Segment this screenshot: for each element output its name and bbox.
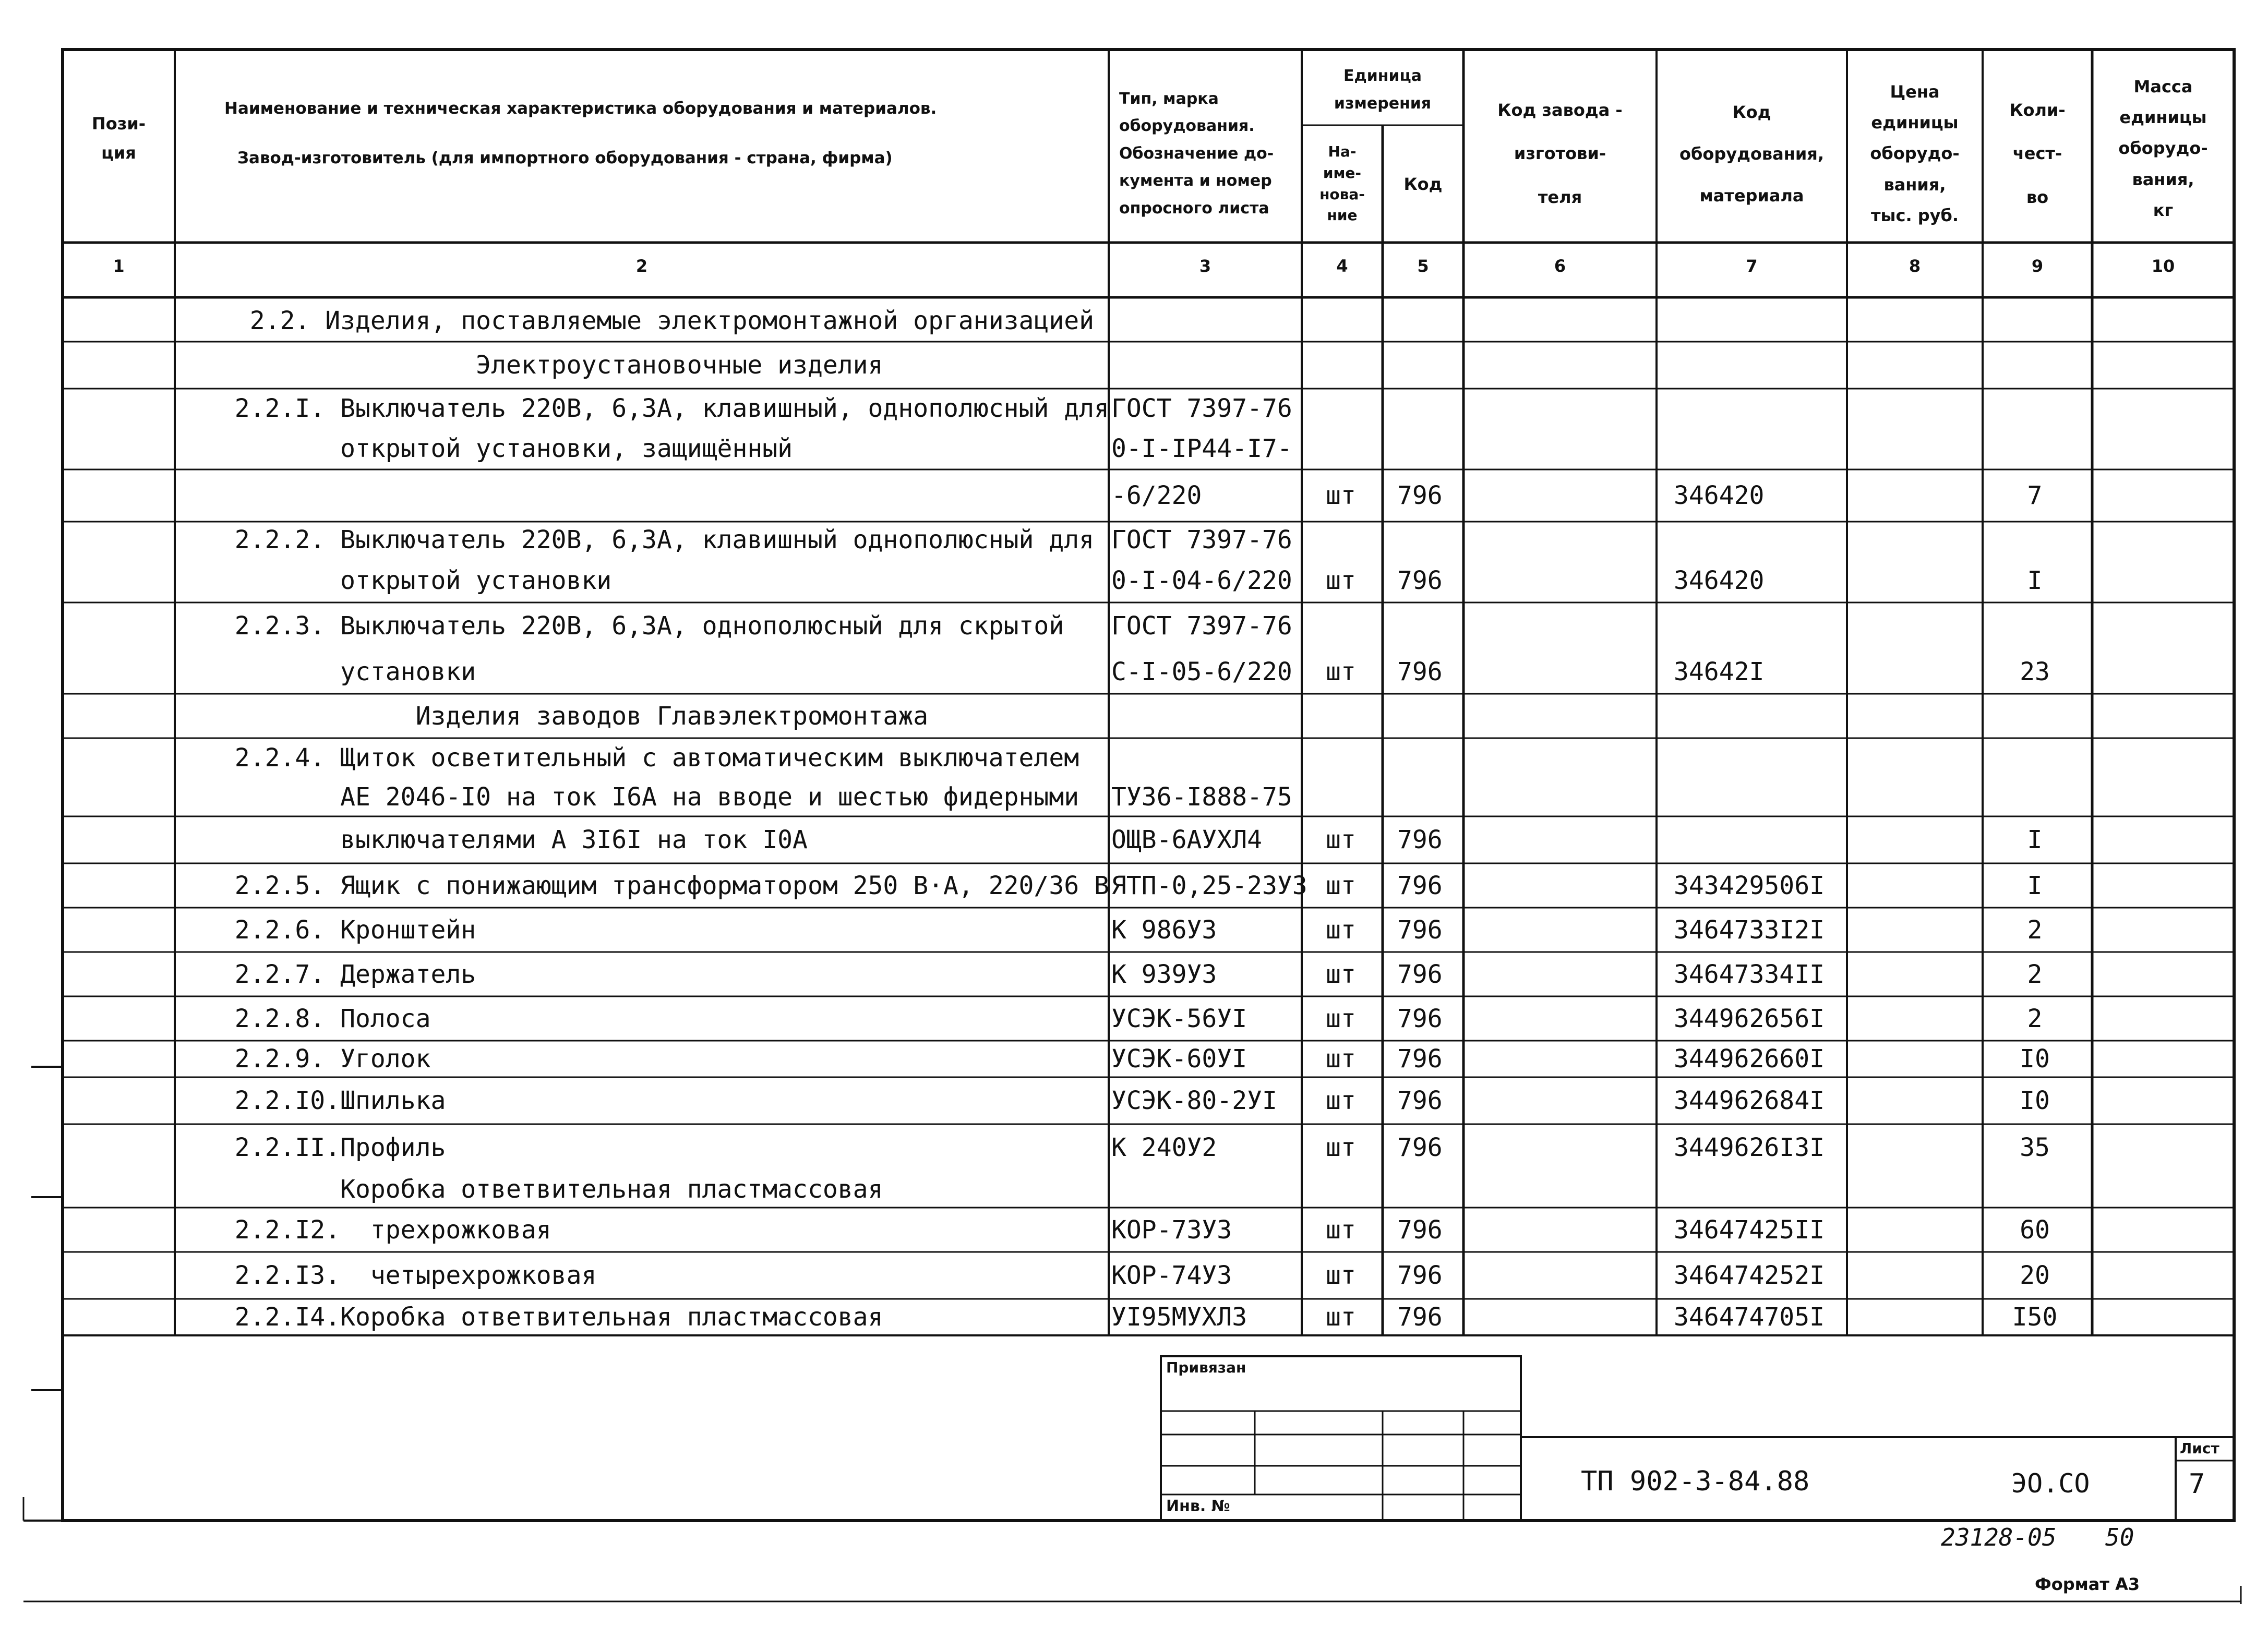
item-type: КОР-73У3 <box>1111 1215 1232 1245</box>
header-name-line1: Наименование и техническая характеристика оборудования и материалов. <box>224 99 937 118</box>
unit-name: шт <box>1326 915 1356 945</box>
equipment-code: 344962656I <box>1674 1004 1825 1033</box>
unit-name: шт <box>1326 481 1356 510</box>
header-equipment-code: Код оборудования, материала <box>1679 102 1824 206</box>
document-code: ТП 902-3-84.88 <box>1581 1466 1810 1497</box>
header-unit-code: Код <box>1403 174 1443 194</box>
item-name: АЕ 2046-I0 на ток I6А на вводе и шестью фидерными <box>205 782 1079 812</box>
item-quantity: 2 <box>2027 1004 2043 1033</box>
equipment-code: 3464733I2I <box>1674 915 1825 945</box>
unit-name: шт <box>1326 565 1356 595</box>
sheet-label: Лист <box>2180 1440 2219 1457</box>
unit-name: шт <box>1326 1004 1356 1033</box>
header-type: Тип, марка оборудования. Обозначение до- кумента и номер опросного листа <box>1119 89 1274 218</box>
item-name: 2.2.9. Уголок <box>205 1044 431 1074</box>
unit-name: шт <box>1326 1044 1356 1074</box>
equipment-code: 34642I <box>1674 657 1765 686</box>
column-number-4: 4 <box>1336 256 1348 276</box>
item-type: УСЭК-60УI <box>1111 1044 1247 1074</box>
sheet-number: 7 <box>2189 1468 2205 1500</box>
unit-name: шт <box>1326 1261 1356 1290</box>
equipment-code: 346474705I <box>1674 1303 1825 1332</box>
item-type: ОЩВ-6АУХЛ4 <box>1111 825 1262 854</box>
item-type: ЯТП-0,25-23У3 <box>1111 871 1307 900</box>
item-type: УСЭК-80-2УI <box>1111 1086 1277 1115</box>
item-quantity: 2 <box>2027 915 2043 945</box>
item-name: 2.2.I3. четырехрожковая <box>205 1261 597 1290</box>
header-unit-name: На- име- нова- ние <box>1319 143 1365 224</box>
item-name: 2.2.I0.Шпилька <box>205 1086 446 1115</box>
item-name: Электроустановочные изделия <box>205 351 883 380</box>
item-name: выключателями А 3I6I на ток I0А <box>205 825 808 854</box>
column-number-3: 3 <box>1199 256 1211 276</box>
unit-code: 796 <box>1397 1133 1443 1162</box>
item-type: -6/220 <box>1111 481 1202 510</box>
unit-name: шт <box>1326 1133 1356 1162</box>
equipment-code: 34647425II <box>1674 1215 1825 1245</box>
archive-page: 50 <box>2105 1523 2134 1551</box>
item-quantity: 20 <box>2020 1261 2050 1290</box>
item-name: 2.2.I4.Коробка ответвительная пластмассовая <box>205 1303 883 1332</box>
header-factory-code: Код завода - изготови- теля <box>1497 100 1623 207</box>
column-number-5: 5 <box>1417 256 1429 276</box>
equipment-code: 343429506I <box>1674 871 1825 900</box>
item-name: 2.2.I2. трехрожковая <box>205 1215 551 1245</box>
unit-name: шт <box>1326 825 1356 854</box>
unit-code: 796 <box>1397 825 1443 854</box>
equipment-code: 344962684I <box>1674 1086 1825 1115</box>
column-number-2: 2 <box>635 256 648 276</box>
unit-name: шт <box>1326 871 1356 900</box>
header-name-line2: Завод-изготовитель (для импортного оборудования - страна, фирма) <box>237 149 893 167</box>
column-number-7: 7 <box>1746 256 1758 276</box>
item-name: Коробка ответвительная пластмассовая <box>205 1175 883 1204</box>
column-number-1: 1 <box>113 256 125 276</box>
unit-code: 796 <box>1397 657 1443 686</box>
item-name: 2.2.8. Полоса <box>205 1004 431 1033</box>
item-type: УСЭК-56УI <box>1111 1004 1247 1033</box>
item-name: установки <box>205 657 476 686</box>
item-quantity: I <box>2027 871 2043 900</box>
item-quantity: I0 <box>2020 1044 2050 1074</box>
header-position: Пози- ция <box>91 114 146 163</box>
unit-code: 796 <box>1397 1215 1443 1245</box>
item-type: КОР-74У3 <box>1111 1261 1232 1290</box>
header-mass: Масса единицы оборудо- вания, кг <box>2118 77 2208 220</box>
unit-code: 796 <box>1397 565 1443 595</box>
item-name: 2.2.I. Выключатель 220В, 6,3А, клавишный, однополюсный для <box>205 393 1109 423</box>
equipment-code: 346474252I <box>1674 1261 1825 1290</box>
item-type: 0-I-04-6/220 <box>1111 565 1292 595</box>
unit-name: шт <box>1326 1215 1356 1245</box>
header-price: Цена единицы оборудо- вания, тыс. руб. <box>1870 82 1960 225</box>
item-name: 2.2.2. Выключатель 220В, 6,3А, клавишный однополюсный для <box>205 525 1095 555</box>
unit-code: 796 <box>1397 871 1443 900</box>
item-type: К 240У2 <box>1111 1133 1217 1162</box>
column-number-6: 6 <box>1554 256 1566 276</box>
column-number-10: 10 <box>2151 256 2175 276</box>
item-type: 0-I-IP44-I7- <box>1111 434 1292 463</box>
item-name: 2.2.5. Ящик с понижающим трансформатором 250 В·А, 220/36 В <box>205 871 1109 900</box>
item-type: ГОСТ 7397-76 <box>1111 611 1292 641</box>
item-type: УI95МУХЛ3 <box>1111 1303 1247 1332</box>
equipment-code: 344962660I <box>1674 1044 1825 1074</box>
item-name: 2.2.3. Выключатель 220В, 6,3А, однополюсный для скрытой <box>205 611 1064 641</box>
archive-number: 23128-05 <box>1941 1523 2057 1551</box>
item-quantity: 7 <box>2027 481 2043 510</box>
item-quantity: I <box>2027 565 2043 595</box>
item-name: открытой установки, защищённый <box>205 434 793 463</box>
item-name: Изделия заводов Главэлектромонтажа <box>205 701 929 731</box>
paper-format: Формат А3 <box>2035 1574 2140 1594</box>
item-name: открытой установки <box>205 565 612 595</box>
item-quantity: 2 <box>2027 959 2043 989</box>
header-unit-group: Единица измерения <box>1334 67 1432 113</box>
item-type: ГОСТ 7397-76 <box>1111 393 1292 423</box>
item-type: К 986У3 <box>1111 915 1217 945</box>
unit-code: 796 <box>1397 1004 1443 1033</box>
unit-code: 796 <box>1397 1303 1443 1332</box>
unit-code: 796 <box>1397 1086 1443 1115</box>
unit-name: шт <box>1326 959 1356 989</box>
item-name: 2.2.7. Держатель <box>205 959 476 989</box>
unit-code: 796 <box>1397 1044 1443 1074</box>
equipment-code: 346420 <box>1674 481 1765 510</box>
item-name: 2.2.4. Щиток осветительный с автоматическим выключателем <box>205 743 1079 773</box>
drawing-mark: ЭО.СО <box>2011 1468 2090 1499</box>
unit-code: 796 <box>1397 959 1443 989</box>
header-quantity: Коли- чест- во <box>2009 100 2066 207</box>
column-number-9: 9 <box>2031 256 2044 276</box>
item-name: 2.2.6. Кронштейн <box>205 915 476 945</box>
item-type: С-I-05-6/220 <box>1111 657 1292 686</box>
item-name: 2.2.II.Профиль <box>205 1133 446 1162</box>
item-quantity: 60 <box>2020 1215 2050 1245</box>
item-type: ТУ36-I888-75 <box>1111 782 1292 812</box>
item-quantity: 23 <box>2020 657 2050 686</box>
unit-code: 796 <box>1397 481 1443 510</box>
item-quantity: I0 <box>2020 1086 2050 1115</box>
item-quantity: 35 <box>2020 1133 2050 1162</box>
unit-name: шт <box>1326 1086 1356 1115</box>
equipment-code: 34647334II <box>1674 959 1825 989</box>
stamp-attached-label: Привязан <box>1166 1359 1246 1376</box>
item-type: К 939У3 <box>1111 959 1217 989</box>
item-type: ГОСТ 7397-76 <box>1111 525 1292 555</box>
item-quantity: I <box>2027 825 2043 854</box>
unit-name: шт <box>1326 1303 1356 1332</box>
unit-code: 796 <box>1397 915 1443 945</box>
equipment-code: 3449626I3I <box>1674 1133 1825 1162</box>
item-quantity: I50 <box>2012 1303 2058 1332</box>
column-number-8: 8 <box>1909 256 1921 276</box>
stamp-inv-number-label: Инв. № <box>1166 1497 1230 1515</box>
unit-code: 796 <box>1397 1261 1443 1290</box>
equipment-code: 346420 <box>1674 565 1765 595</box>
unit-name: шт <box>1326 657 1356 686</box>
item-name: 2.2. Изделия, поставляемые электромонтажной организацией <box>205 306 1095 335</box>
